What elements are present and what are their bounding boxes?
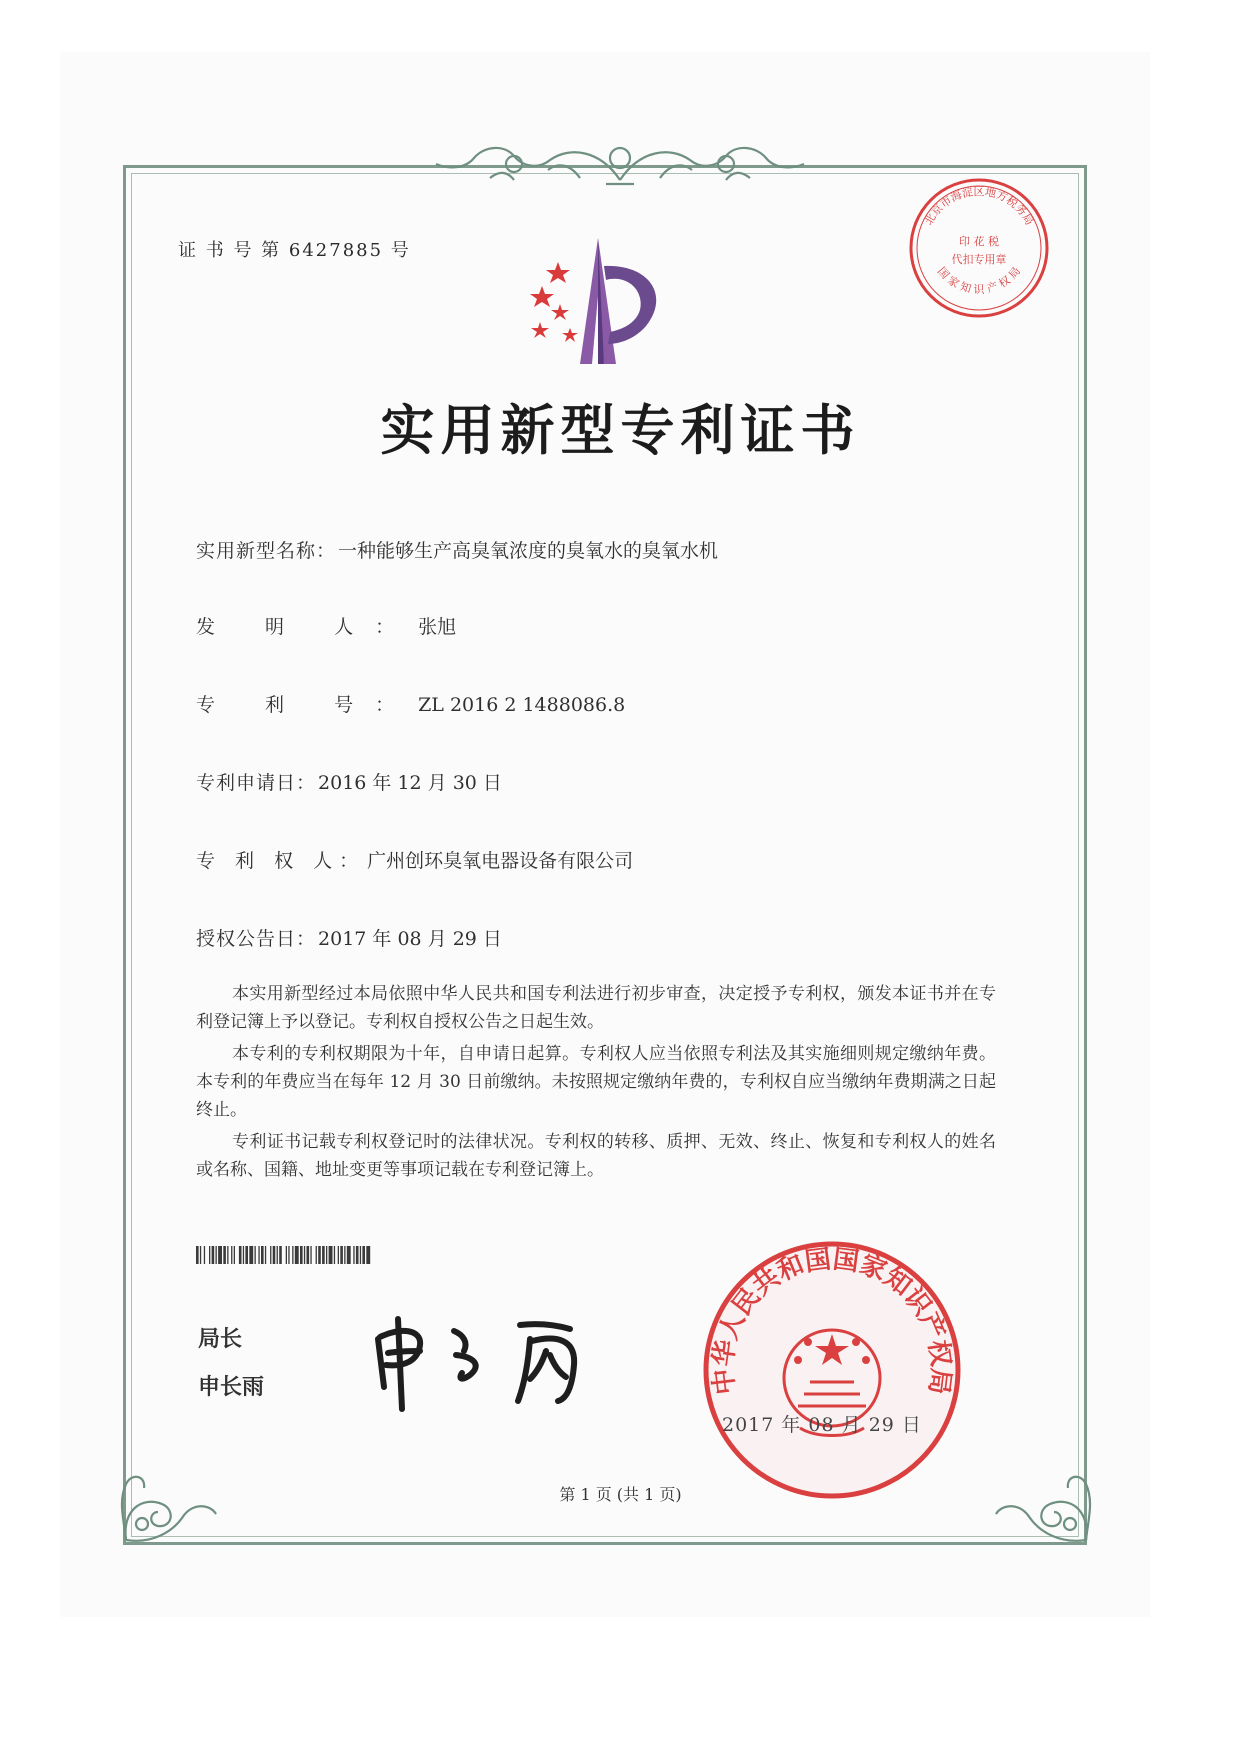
barcode-bar <box>286 1246 287 1264</box>
barcode-bar <box>245 1246 248 1264</box>
national-ipa-seal <box>700 1238 964 1502</box>
barcode-bar <box>279 1246 282 1264</box>
director-name: 申长雨 <box>198 1375 265 1400</box>
seal-date: 2017 年 08 月 29 日 <box>722 1414 922 1436</box>
barcode-bar <box>196 1246 199 1264</box>
inventor-row <box>196 612 456 639</box>
barcode-bar <box>212 1246 215 1264</box>
barcode-bar <box>288 1246 289 1264</box>
barcode-bar <box>318 1246 321 1264</box>
barcode-bar <box>356 1246 359 1264</box>
barcode-bar <box>338 1246 339 1264</box>
barcode-bar <box>249 1246 253 1264</box>
patent-number-row <box>196 690 625 717</box>
barcode-bar <box>322 1246 325 1264</box>
barcode-bar <box>231 1246 232 1264</box>
certificate-title: 实用新型专利证书 <box>380 399 861 462</box>
stamp-center-line1: 印 花 税 <box>959 235 999 248</box>
tax-stamp <box>906 175 1052 321</box>
barcode-bar <box>340 1246 343 1264</box>
page-number: 第 1 页 (共 1 页) <box>559 1485 682 1504</box>
barcode-bar <box>239 1246 242 1264</box>
grant-date-row <box>196 924 502 951</box>
barcode-bar <box>366 1246 370 1264</box>
utility-model-name-label: 实用新型名称： <box>196 540 337 562</box>
svg-text:国 家 知 识 产 权 局 <box>935 265 1023 297</box>
barcode-bar <box>277 1246 278 1264</box>
barcode-bar <box>223 1246 226 1264</box>
inventor-label: 发 明 人： <box>196 616 417 638</box>
barcode <box>196 1246 468 1264</box>
grant-date-value: 2017 年 08 月 29 日 <box>318 928 502 950</box>
barcode-bar <box>243 1246 244 1264</box>
barcode-bar <box>334 1246 335 1264</box>
filing-date-label: 专利申请日： <box>196 772 317 794</box>
top-ornament <box>430 140 810 188</box>
patentee-row <box>196 846 633 873</box>
stamp-bottom-text: 国 家 知 识 产 权 局 <box>934 264 1024 297</box>
filing-date-value: 2016 年 12 月 30 日 <box>318 772 502 794</box>
patent-office-logo <box>520 236 680 368</box>
patentee-value: 广州创环臭氧电器设备有限公司 <box>367 850 634 872</box>
barcode-bar <box>326 1246 327 1264</box>
barcode-bar <box>304 1246 305 1264</box>
patent-number-label: 专 利 号： <box>196 694 417 716</box>
filing-date-row <box>196 768 502 795</box>
barcode-bar <box>200 1246 201 1264</box>
barcode-bar <box>255 1246 256 1264</box>
director-title: 局长 <box>198 1327 243 1352</box>
paragraph-term-notice: 本专利的专利权期限为十年，自申请日起算。专利权人应当依照专利法及其实施细则规定缴纳年费。本专利的年费应当在每年 12 月 30 日前缴纳。未按照规定缴纳年费的，专利权自应当缴纳年费期满之日起终止。 <box>196 1044 996 1120</box>
barcode-bar <box>353 1246 354 1264</box>
patent-number-value: ZL 2016 2 1488086.8 <box>418 694 626 716</box>
barcode-bar <box>216 1246 217 1264</box>
barcode-bar <box>307 1246 310 1264</box>
certificate-number: 证 书 号 第 6427885 号 <box>178 240 411 261</box>
barcode-bar <box>265 1246 266 1264</box>
barcode-bar <box>316 1246 317 1264</box>
barcode-bar <box>360 1246 361 1264</box>
barcode-bar <box>347 1246 351 1264</box>
barcode-bar <box>204 1246 205 1264</box>
barcode-bar <box>234 1246 235 1264</box>
handwritten-signature <box>370 1305 610 1415</box>
utility-model-name-row <box>196 536 718 563</box>
barcode-bar <box>258 1246 259 1264</box>
grant-date-label: 授权公告日： <box>196 928 317 950</box>
barcode-bar <box>218 1246 222 1264</box>
barcode-bar <box>310 1246 311 1264</box>
barcode-bar <box>295 1246 299 1264</box>
barcode-bar <box>344 1246 345 1264</box>
stamp-ring-text: 北京市海淀区地方税务局 <box>921 185 1037 228</box>
barcode-bar <box>362 1246 365 1264</box>
barcode-bar <box>300 1246 303 1264</box>
svg-text:北京市海淀区地方税务局 <box>922 184 1036 227</box>
paragraph-grant-notice: 本实用新型经过本局依照中华人民共和国专利法进行初步审查，决定授予专利权，颁发本证书并在专利登记簿上予以登记。专利权自授权公告之日起生效。 <box>196 984 996 1032</box>
patentee-label: 专 利 权 人： <box>196 850 366 872</box>
barcode-bar <box>227 1246 228 1264</box>
stamp-center-line2: 代扣专用章 <box>951 253 1007 266</box>
barcode-bar <box>270 1246 271 1264</box>
seal-text: 中华人民共和国国家知识产权局 <box>708 1244 956 1397</box>
barcode-bar <box>261 1246 264 1264</box>
inventor-value: 张旭 <box>418 616 457 638</box>
utility-model-name-value: 一种能够生产高臭氧浓度的臭氧水的臭氧水机 <box>338 540 719 562</box>
barcode-bar <box>273 1246 276 1264</box>
barcode-bar <box>292 1246 293 1264</box>
paragraph-legal-status: 专利证书记载专利权登记时的法律状况。专利权的转移、质押、无效、终止、恢复和专利权人的姓名或名称、国籍、地址变更等事项记载在专利登记簿上。 <box>196 1132 996 1180</box>
barcode-bar <box>209 1246 210 1264</box>
barcode-bar <box>329 1246 333 1264</box>
